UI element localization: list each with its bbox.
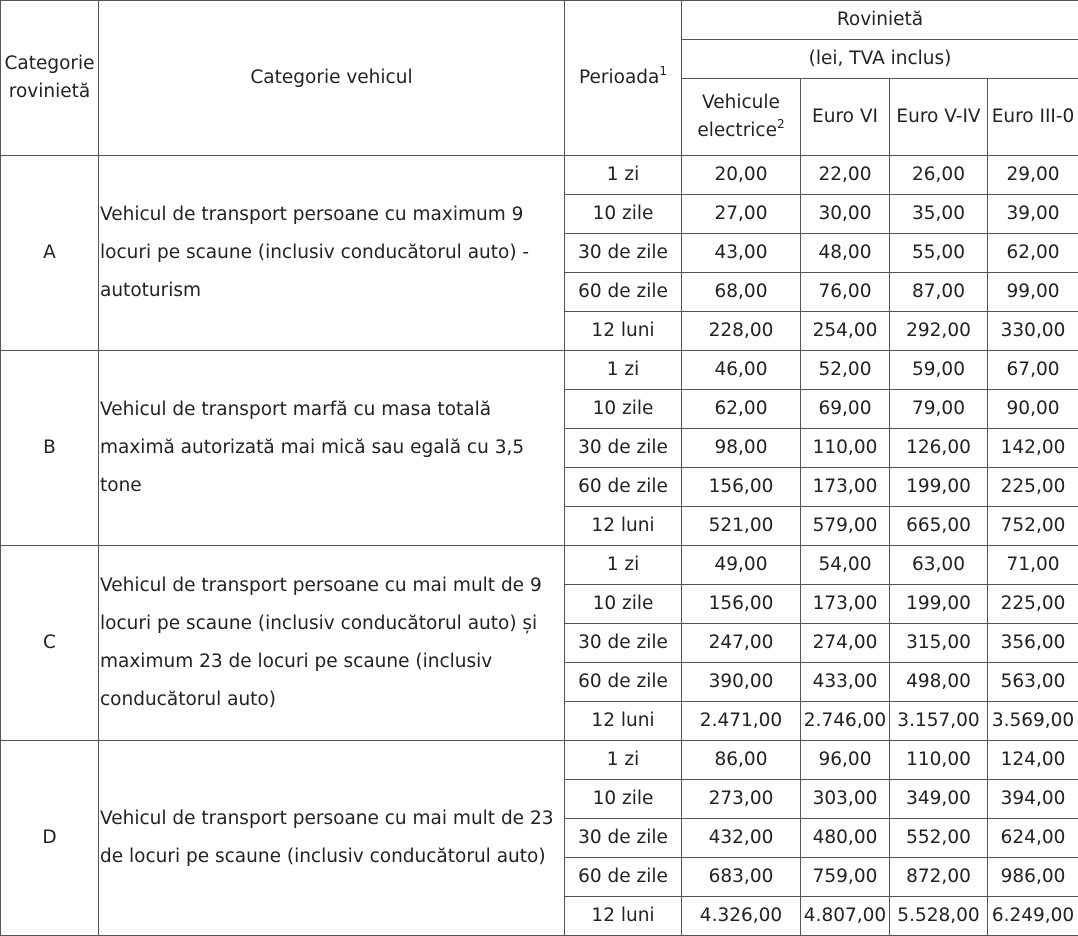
price-euro-vi: 69,00 — [801, 390, 890, 429]
header-euro-v-iv: Euro V-IV — [890, 79, 988, 156]
header-categorie-rovinieta: Categorie rovinietă — [1, 1, 99, 156]
price-electric: 27,00 — [682, 195, 801, 234]
price-euro-iii-0: 99,00 — [988, 273, 1078, 312]
period-cell: 10 zile — [565, 195, 682, 234]
table-row — [1, 351, 1078, 390]
header-perioada — [565, 1, 682, 156]
period-cell: 30 de zile — [565, 819, 682, 858]
header-vehicule-electrice-label: Vehicule electrice — [697, 92, 780, 141]
price-electric: 4.326,00 — [682, 897, 801, 936]
price-euro-iii-0: 142,00 — [988, 429, 1078, 468]
header-rovinieta: Rovinietă — [682, 1, 1078, 40]
price-electric: 247,00 — [682, 624, 801, 663]
period-cell: 12 luni — [565, 702, 682, 741]
price-euro-v-iv: 63,00 — [890, 546, 988, 585]
header-perioada-label: Perioada — [579, 67, 659, 88]
price-euro-vi: 173,00 — [801, 585, 890, 624]
price-euro-vi: 48,00 — [801, 234, 890, 273]
price-electric: 49,00 — [682, 546, 801, 585]
price-euro-iii-0: 330,00 — [988, 312, 1078, 351]
price-euro-iii-0: 29,00 — [988, 156, 1078, 195]
price-euro-iii-0: 62,00 — [988, 234, 1078, 273]
price-euro-vi: 30,00 — [801, 195, 890, 234]
price-euro-vi: 54,00 — [801, 546, 890, 585]
price-euro-vi: 303,00 — [801, 780, 890, 819]
category-code: D — [1, 741, 99, 936]
price-euro-iii-0: 225,00 — [988, 585, 1078, 624]
price-euro-vi: 96,00 — [801, 741, 890, 780]
price-euro-v-iv: 199,00 — [890, 468, 988, 507]
category-code: A — [1, 156, 99, 351]
price-electric: 62,00 — [682, 390, 801, 429]
price-euro-iii-0: 3.569,00 — [988, 702, 1078, 741]
period-cell: 30 de zile — [565, 429, 682, 468]
price-euro-vi: 2.746,00 — [801, 702, 890, 741]
price-electric: 46,00 — [682, 351, 801, 390]
price-euro-iii-0: 356,00 — [988, 624, 1078, 663]
period-cell: 12 luni — [565, 312, 682, 351]
price-euro-vi: 254,00 — [801, 312, 890, 351]
price-electric: 390,00 — [682, 663, 801, 702]
price-euro-v-iv: 315,00 — [890, 624, 988, 663]
header-vehicule-electrice — [682, 79, 801, 156]
price-euro-vi: 274,00 — [801, 624, 890, 663]
price-electric: 432,00 — [682, 819, 801, 858]
period-cell: 1 zi — [565, 156, 682, 195]
period-cell: 12 luni — [565, 507, 682, 546]
price-euro-v-iv: 552,00 — [890, 819, 988, 858]
vehicle-description: Vehicul de transport persoane cu maximum 9 locuri pe scaune (inclusiv conducătorul auto) - autoturism — [99, 156, 565, 351]
period-cell: 60 de zile — [565, 858, 682, 897]
price-electric: 521,00 — [682, 507, 801, 546]
price-euro-iii-0: 986,00 — [988, 858, 1078, 897]
header-euro-iii-0: Euro III-0 — [988, 79, 1078, 156]
price-electric: 98,00 — [682, 429, 801, 468]
price-euro-v-iv: 498,00 — [890, 663, 988, 702]
price-euro-vi: 22,00 — [801, 156, 890, 195]
period-cell: 10 zile — [565, 780, 682, 819]
header-categorie-vehicul: Categorie vehicul — [99, 1, 565, 156]
footnote-marker: 2 — [777, 117, 785, 131]
price-euro-vi: 4.807,00 — [801, 897, 890, 936]
price-euro-iii-0: 225,00 — [988, 468, 1078, 507]
price-euro-v-iv: 55,00 — [890, 234, 988, 273]
period-cell: 60 de zile — [565, 468, 682, 507]
price-euro-iii-0: 394,00 — [988, 780, 1078, 819]
price-electric: 156,00 — [682, 468, 801, 507]
price-euro-vi: 433,00 — [801, 663, 890, 702]
price-electric: 228,00 — [682, 312, 801, 351]
category-code: B — [1, 351, 99, 546]
header-euro-vi: Euro VI — [801, 79, 890, 156]
price-euro-vi: 759,00 — [801, 858, 890, 897]
price-euro-iii-0: 624,00 — [988, 819, 1078, 858]
price-euro-v-iv: 292,00 — [890, 312, 988, 351]
price-electric: 273,00 — [682, 780, 801, 819]
period-cell: 60 de zile — [565, 273, 682, 312]
category-code: C — [1, 546, 99, 741]
period-cell: 30 de zile — [565, 624, 682, 663]
price-electric: 86,00 — [682, 741, 801, 780]
price-euro-vi: 480,00 — [801, 819, 890, 858]
price-electric: 43,00 — [682, 234, 801, 273]
footnote-marker: 1 — [659, 64, 667, 78]
price-euro-iii-0: 563,00 — [988, 663, 1078, 702]
price-euro-v-iv: 349,00 — [890, 780, 988, 819]
period-cell: 10 zile — [565, 390, 682, 429]
price-euro-v-iv: 110,00 — [890, 741, 988, 780]
table-row — [1, 546, 1078, 585]
price-euro-v-iv: 35,00 — [890, 195, 988, 234]
price-euro-vi: 52,00 — [801, 351, 890, 390]
period-cell: 30 de zile — [565, 234, 682, 273]
price-euro-vi: 173,00 — [801, 468, 890, 507]
vehicle-description: Vehicul de transport persoane cu mai mult de 23 de locuri pe scaune (inclusiv conducătorul auto) — [99, 741, 565, 936]
price-electric: 683,00 — [682, 858, 801, 897]
price-euro-iii-0: 90,00 — [988, 390, 1078, 429]
price-euro-v-iv: 87,00 — [890, 273, 988, 312]
price-euro-v-iv: 59,00 — [890, 351, 988, 390]
table-row — [1, 156, 1078, 195]
price-euro-v-iv: 26,00 — [890, 156, 988, 195]
price-euro-v-iv: 665,00 — [890, 507, 988, 546]
vehicle-description: Vehicul de transport persoane cu mai mult de 9 locuri pe scaune (inclusiv conducătorul auto) și maximum 23 de locuri pe scaune (inclusiv conducătorul auto) — [99, 546, 565, 741]
price-euro-vi: 76,00 — [801, 273, 890, 312]
price-euro-vi: 579,00 — [801, 507, 890, 546]
price-electric: 2.471,00 — [682, 702, 801, 741]
price-euro-v-iv: 126,00 — [890, 429, 988, 468]
price-electric: 68,00 — [682, 273, 801, 312]
price-euro-v-iv: 79,00 — [890, 390, 988, 429]
period-cell: 60 de zile — [565, 663, 682, 702]
period-cell: 1 zi — [565, 546, 682, 585]
period-cell: 12 luni — [565, 897, 682, 936]
table-row — [1, 741, 1078, 780]
period-cell: 1 zi — [565, 351, 682, 390]
price-euro-iii-0: 71,00 — [988, 546, 1078, 585]
price-euro-iii-0: 124,00 — [988, 741, 1078, 780]
period-cell: 10 zile — [565, 585, 682, 624]
price-euro-iii-0: 39,00 — [988, 195, 1078, 234]
price-euro-v-iv: 3.157,00 — [890, 702, 988, 741]
price-euro-vi: 110,00 — [801, 429, 890, 468]
price-electric: 20,00 — [682, 156, 801, 195]
vehicle-description: Vehicul de transport marfă cu masa totală maximă autorizată mai mică sau egală cu 3,5 tone — [99, 351, 565, 546]
price-euro-iii-0: 67,00 — [988, 351, 1078, 390]
price-euro-v-iv: 872,00 — [890, 858, 988, 897]
price-euro-iii-0: 6.249,00 — [988, 897, 1078, 936]
table-body — [1, 156, 1078, 936]
period-cell: 1 zi — [565, 741, 682, 780]
price-electric: 156,00 — [682, 585, 801, 624]
price-euro-iii-0: 752,00 — [988, 507, 1078, 546]
price-euro-v-iv: 199,00 — [890, 585, 988, 624]
header-unit: (lei, TVA inclus) — [682, 40, 1078, 79]
price-euro-v-iv: 5.528,00 — [890, 897, 988, 936]
